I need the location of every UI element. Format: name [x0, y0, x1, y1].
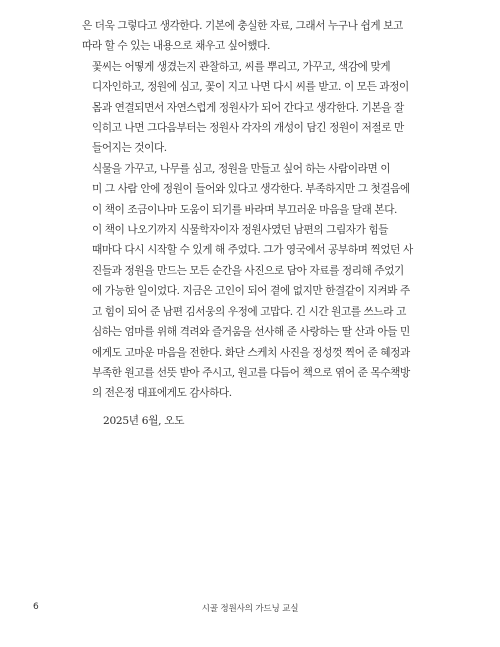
text-line: 진들과 정원을 만드는 모든 순간을 사진으로 담아 자료를 정리해 주었기 [92, 264, 404, 277]
text-line: 따라 할 수 있는 내용으로 채우고 싶어했다. [82, 40, 270, 53]
text-line: 고 힘이 되어 준 남편 김서웅의 우정에 고맙다. 긴 시간 원고를 쓰느라 고 [92, 305, 406, 318]
paragraph-3 [82, 159, 420, 220]
text-line: 이 책이 조금이나마 도움이 되기를 바라며 부끄러운 마음을 달래 본다. [92, 203, 398, 216]
text-line: 심하는 엄마를 위해 격려와 즐거움을 선사해 준 사랑하는 딸 산과 아들 민 [92, 326, 410, 339]
text-line: 에 가능한 일이었다. 지금은 고인이 되어 곁에 없지만 한결같이 지켜봐 주 [92, 285, 410, 298]
page-number: 6 [33, 602, 39, 612]
text-line: 꽃씨는 어떻게 생겼는지 관찰하고, 씨를 뿌리고, 가꾸고, 색감에 맞게 [92, 60, 391, 73]
text-line: 에게도 고마운 마음을 전한다. 화단 스케치 사진을 정성껏 찍어 준 혜정과 [92, 346, 410, 359]
text-line: 미 그 사람 안에 정원이 들어와 있다고 생각한다. 부족하지만 그 첫걸음에 [92, 183, 410, 196]
text-line: 몸과 연결되면서 자연스럽게 정원사가 되어 간다고 생각한다. 기본을 잘 [92, 101, 404, 114]
text-line: 부족한 원고를 선뜻 받아 주시고, 원고를 다듬어 책으로 엮어 준 목수책방 [92, 366, 410, 379]
text-line: 이 책이 나오기까지 식물학자이자 정원사였던 남편의 그림자가 힘들 [92, 224, 389, 237]
text-line: 들어지는 것이다. [92, 142, 167, 155]
text-line: 디자인하고, 정원에 심고, 꽃이 지고 나면 다시 씨를 받고. 이 모든 과정이 [92, 81, 409, 94]
text-line: 식물을 가꾸고, 나무를 심고, 정원을 만들고 싶어 하는 사람이라면 이 [92, 162, 391, 175]
paragraph-1 [82, 16, 420, 57]
body-text [82, 16, 420, 404]
running-title: 시골 정원사의 가드닝 교실 [201, 604, 299, 614]
text-line: 때마다 다시 시작할 수 있게 해 주었다. 그가 영국에서 공부하며 찍었던 사 [92, 244, 413, 257]
text-line: 익히고 나면 그다음부터는 정원사 각자의 개성이 담긴 정원이 저절로 만 [92, 122, 404, 135]
text-line: 의 전은정 대표에게도 감사하다. [92, 387, 232, 400]
paragraph-4 [82, 220, 420, 404]
signature-date: 2025년 6월, 오도 [103, 415, 185, 427]
text-line: 은 더욱 그렇다고 생각한다. 기본에 충실한 자료, 그래서 누구나 쉽게 보고 [82, 20, 403, 32]
paragraph-2 [82, 57, 420, 159]
